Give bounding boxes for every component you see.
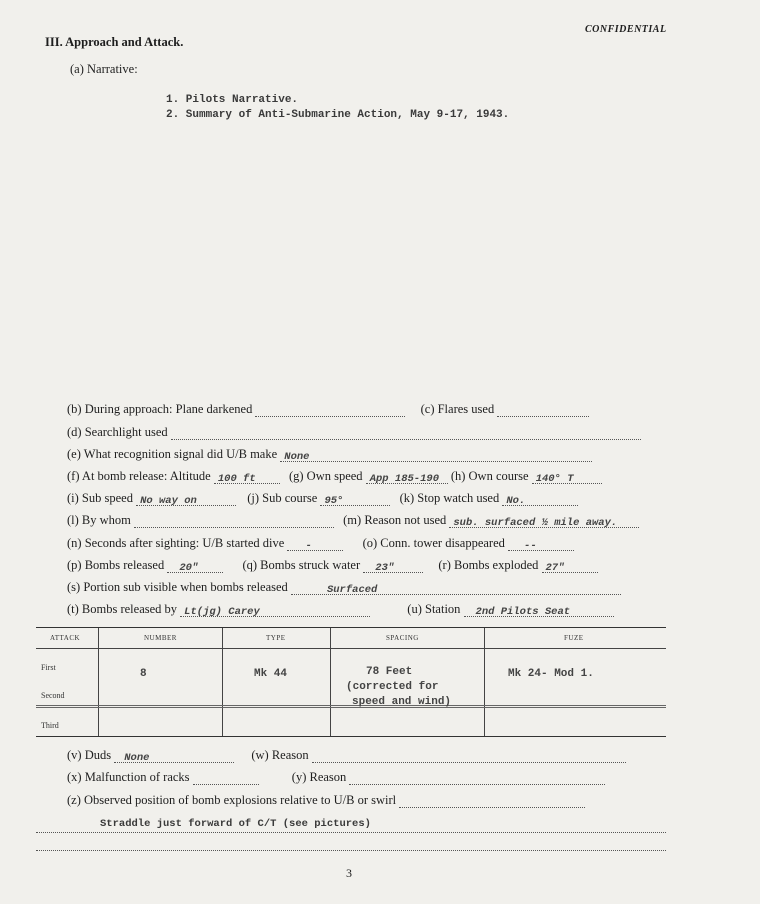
- label-t: (t) Bombs released by: [67, 602, 178, 616]
- label-n: (n) Seconds after sighting: U/B started dive: [67, 536, 285, 550]
- row-label-third: Third: [41, 721, 59, 730]
- narrative-item: 2. Summary of Anti-Submarine Action, May 9-17, 1943.: [166, 109, 510, 121]
- row-s: [67, 580, 621, 596]
- label-g: (g) Own speed: [288, 469, 363, 483]
- cell-number: 8: [140, 668, 147, 680]
- header-attack: ATTACK: [50, 634, 81, 642]
- label-x: (x) Malfunction of racks: [67, 770, 190, 784]
- label-y: (y) Reason: [291, 770, 347, 784]
- field-x[interactable]: [193, 770, 259, 785]
- label-p: (p) Bombs released: [67, 558, 165, 572]
- label-m: (m) Reason not used: [343, 513, 447, 527]
- field-b[interactable]: [255, 402, 405, 417]
- narrative-item: 1. Pilots Narrative.: [166, 94, 299, 106]
- field-w[interactable]: [312, 748, 626, 763]
- label-e: (e) What recognition signal did U/B make: [67, 447, 278, 461]
- section-title: III. Approach and Attack.: [45, 35, 184, 49]
- row-label-second: Second: [41, 691, 65, 700]
- row-b-c: [67, 402, 589, 418]
- field-z[interactable]: [399, 793, 585, 808]
- field-g[interactable]: App 185-190: [366, 469, 448, 484]
- cell-spacing-1: 78 Feet: [366, 666, 413, 678]
- narrative-label: (a) Narrative:: [70, 62, 138, 76]
- label-r: (r) Bombs exploded: [438, 558, 539, 572]
- row-d: [67, 425, 641, 441]
- field-f[interactable]: 100 ft: [214, 469, 280, 484]
- field-q[interactable]: 23": [363, 558, 423, 573]
- row-v-w: [67, 748, 626, 764]
- header-number: NUMBER: [144, 634, 177, 642]
- confidential-stamp: CONFIDENTIAL: [585, 24, 667, 35]
- cell-spacing-3: speed and wind): [352, 696, 452, 708]
- field-o[interactable]: --: [508, 536, 574, 551]
- label-u: (u) Station: [407, 602, 461, 616]
- field-d[interactable]: [171, 425, 641, 440]
- row-p-q-r: [67, 558, 598, 574]
- row-label-first: First: [41, 663, 56, 672]
- field-c[interactable]: [497, 402, 589, 417]
- field-i[interactable]: No way on: [136, 491, 236, 506]
- label-d: (d) Searchlight used: [67, 425, 168, 439]
- field-t[interactable]: Lt(jg) Carey: [180, 602, 370, 617]
- label-b: (b) During approach: Plane darkened: [67, 402, 253, 416]
- field-k[interactable]: No.: [502, 491, 578, 506]
- bomb-table: [36, 627, 666, 737]
- row-f-g-h: [67, 469, 602, 485]
- label-l: (l) By whom: [67, 513, 131, 527]
- label-o: (o) Conn. tower disappeared: [362, 536, 505, 550]
- row-e: [67, 447, 592, 463]
- row-l-m: [67, 513, 639, 529]
- observation-line-2[interactable]: [36, 850, 666, 851]
- label-h: (h) Own course: [450, 469, 529, 483]
- label-c: (c) Flares used: [420, 402, 495, 416]
- label-j: (j) Sub course: [247, 491, 318, 505]
- page-number: 3: [346, 866, 352, 880]
- label-s: (s) Portion sub visible when bombs released: [67, 580, 288, 594]
- cell-fuze: Mk 24- Mod 1.: [508, 668, 594, 680]
- field-y[interactable]: [349, 770, 605, 785]
- field-v[interactable]: None: [114, 748, 234, 763]
- label-f: (f) At bomb release: Altitude: [67, 469, 211, 483]
- field-p[interactable]: 20": [167, 558, 223, 573]
- cell-spacing-2: (corrected for: [346, 681, 439, 693]
- field-j[interactable]: 95°: [320, 491, 390, 506]
- observation-line[interactable]: [36, 832, 666, 833]
- label-q: (q) Bombs struck water: [242, 558, 361, 572]
- row-n-o: [67, 536, 574, 552]
- field-l[interactable]: [134, 513, 334, 528]
- row-t-u: [67, 602, 614, 618]
- label-v: (v) Duds: [67, 748, 112, 762]
- label-k: (k) Stop watch used: [399, 491, 500, 505]
- label-z: (z) Observed position of bomb explosions relative to U/B or swirl: [67, 793, 397, 807]
- field-r[interactable]: 27": [542, 558, 598, 573]
- cell-type: Mk 44: [254, 668, 288, 680]
- field-m[interactable]: sub. surfaced ½ mile away.: [449, 513, 639, 528]
- label-w: (w) Reason: [251, 748, 309, 762]
- row-x-y: [67, 770, 605, 786]
- field-n[interactable]: -: [287, 536, 343, 551]
- header-type: TYPE: [266, 634, 286, 642]
- field-e[interactable]: None: [280, 447, 592, 462]
- label-i: (i) Sub speed: [67, 491, 133, 505]
- field-u[interactable]: 2nd Pilots Seat: [464, 602, 614, 617]
- header-fuze: FUZE: [564, 634, 584, 642]
- row-z: [67, 793, 585, 809]
- observation-answer: Straddle just forward of C/T (see pictures): [100, 818, 371, 830]
- row-i-j-k: [67, 491, 578, 507]
- field-s[interactable]: Surfaced: [291, 580, 621, 595]
- header-spacing: SPACING: [386, 634, 419, 642]
- field-h[interactable]: 140° T: [532, 469, 602, 484]
